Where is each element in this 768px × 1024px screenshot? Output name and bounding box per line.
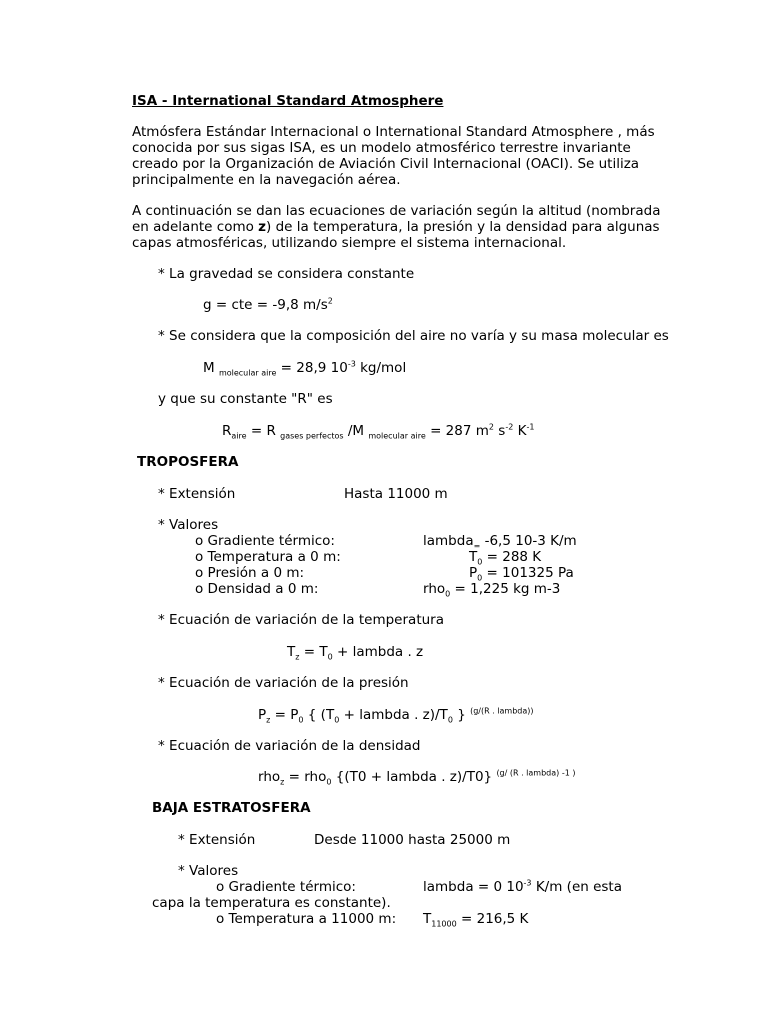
tropo-row-value: rho$_0$ = 1,225 kg m-3 — [423, 581, 561, 599]
baja-extension-value: Desde 11000 hasta 25000 m — [314, 832, 511, 848]
pressure-equation: $P_z = P_0$ { ($T_0$ + lambda . $z)/T_0$ } $^{(g/(R . lambda))}$ — [258, 706, 534, 725]
tropo-valores: * Valores — [158, 517, 219, 533]
density-equation-label: * Ecuación de variación de la densidad — [158, 738, 421, 754]
gravity-bullet: * La gravedad se considera constante — [158, 266, 415, 282]
tropo-row-label: o Temperatura a 0 m: — [195, 549, 341, 565]
r-constant-formula: $R_{aire} = R$ $_{gases perfectos}$ /M $_{molecular aire}$ = 287 $m^2$ $s^{-2}$ $K^{-1}$ — [222, 422, 535, 441]
baja-gradient-continuation: capa la temperatura es constante). — [152, 895, 391, 911]
page-title: ISA - International Standard Atmosphere — [132, 93, 444, 109]
z-symbol: z — [258, 219, 267, 235]
density-equation: rho$_z$ = rho$_0$ {(T0 + lambda . z)/T0} $^{(g/ (R . lambda) -1 )}$ — [258, 768, 576, 787]
r-constant-intro: y que su constante "R" es — [158, 391, 333, 407]
baja-gradient-value: lambda = 0 $10^{-3}$ K/m (en esta — [423, 878, 622, 895]
baja-extension-label: * Extensión — [178, 832, 256, 848]
temp-equation: $T_z = T_0$ + lambda . z — [287, 644, 424, 662]
baja-gradient-label: o Gradiente térmico: — [216, 879, 356, 895]
baja-valores: * Valores — [178, 863, 239, 879]
intro-p2-line-2: en adelante como z) de la temperatura, la presión y la densidad para algunas — [132, 219, 660, 235]
troposfera-heading: TROPOSFERA — [137, 454, 239, 470]
pressure-equation-label: * Ecuación de variación de la presión — [158, 675, 409, 691]
tropo-row-value: $P_0 = 101325$ Pa — [469, 565, 574, 583]
intro-line-4: principalmente en la navegación aérea. — [132, 172, 401, 188]
molecular-mass-formula: M $_{molecular aire}$ = 28,9 $10^{-3}$ kg/mol — [203, 359, 407, 378]
intro-line-2: conocida por sus sigas ISA, es un modelo atmosférico terrestre invariante — [132, 140, 631, 156]
tropo-row-label: o Gradiente térmico: — [195, 533, 335, 549]
baja-temperature-value: $T_{11000} = 216,5$ K — [423, 911, 529, 929]
tropo-row-label: o Presión a 0 m: — [195, 565, 305, 581]
baja-temperature-label: o Temperatura a 11000 m: — [216, 911, 397, 927]
tropo-row-label: o Densidad a 0 m: — [195, 581, 319, 597]
tropo-extension-value: Hasta 11000 m — [344, 486, 448, 502]
tropo-extension-label: * Extensión — [158, 486, 236, 502]
intro-p2-line-1: A continuación se dan las ecuaciones de variación según la altitud (nombrada — [132, 203, 661, 219]
intro-p2-line-3: capas atmosféricas, utilizando siempre el sistema internacional. — [132, 235, 567, 251]
intro-line-1: Atmósfera Estándar Internacional o International Standard Atmosphere , más — [132, 124, 655, 140]
molecular-bullet: * Se considera que la composición del aire no varía y su masa molecular es — [158, 328, 669, 344]
baja-estratosfera-heading: BAJA ESTRATOSFERA — [152, 800, 311, 816]
intro-line-3: creado por la Organización de Aviación Civil Internacional (OACI). Se utiliza — [132, 156, 640, 172]
tropo-row-value: $T_0 = 288$ K — [469, 549, 542, 567]
temp-equation-label: * Ecuación de variación de la temperatura — [158, 612, 444, 628]
gravity-formula: g = cte = -9,8 $m/s^2$ — [203, 296, 333, 313]
tropo-row-value: lambda$_=$ -6,5 10-3 K/m — [423, 533, 577, 551]
